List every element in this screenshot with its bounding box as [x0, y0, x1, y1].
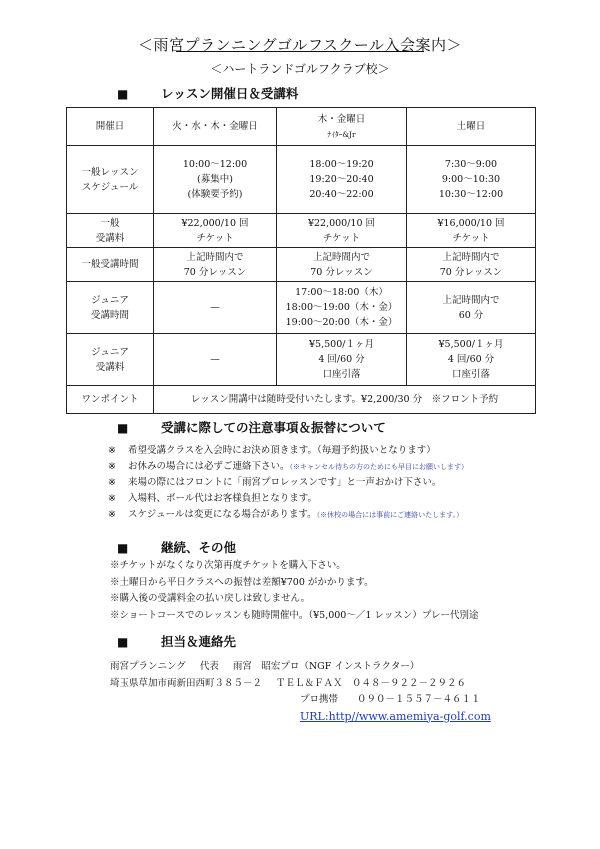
contact-role: 代表 — [199, 661, 219, 672]
list-item: ※ 来場の際にはフロントに「雨宮プロレッスンです」と一声おかけ下さい。 — [108, 477, 442, 488]
contact-address: 埼玉県草加市両新田西町３８５－２ — [110, 677, 263, 689]
row-label-schedule: 一般レッスン スケジュール — [67, 146, 154, 214]
list-item: ※購入後の受講料金の払い戻しは致しません。 — [110, 593, 311, 604]
list-item: ※土曜日から平日クラスへの振替は差額¥700 がかかります。 — [110, 576, 374, 588]
cell-time-weekday: 上記時間内で 70 分レッスン — [154, 248, 277, 282]
notes-list — [108, 443, 588, 523]
lesson-table — [66, 107, 536, 414]
section-heading-continuation: ■継続、その他 — [117, 538, 236, 556]
list-item: ※ スケジュールは変更になる場合があります。（※休校の場合には事前にご連絡いたします。） — [108, 509, 464, 520]
list-item: ※チケットがなくなり次第再度チケットを購入下さい。 — [110, 560, 346, 571]
row-label-junior-fee: ジュニア 受講料 — [67, 334, 154, 386]
row-label-onepoint: ワンポイント — [67, 386, 154, 414]
page-subtitle: ＜ハートランドゴルフクラブ校＞ — [210, 62, 390, 76]
table-row — [67, 214, 536, 248]
page-title: ＜雨宮プランニングゴルフスクール入会案内＞ — [137, 36, 462, 54]
section-heading-lessons: ■レッスン開催日＆受講料 — [117, 84, 298, 102]
header-weekday: 火・水・木・金曜日 — [154, 108, 277, 146]
row-label-junior-time: ジュニア 受講時間 — [67, 282, 154, 334]
continuation-list — [110, 558, 590, 624]
cell-junior-fee-saturday: ¥5,500/１ヶ月 4 回/60 分 口座引落 — [407, 334, 536, 386]
cell-onepoint: レッスン開講中は随時受付いたします。¥2,200/30 分 ※フロント予約 — [154, 386, 536, 414]
table-row — [67, 282, 536, 334]
cell-junior-time-night: 17:00～18:00（木） 18:00～19:00（木・金） 19:00～20:00（木・金） — [277, 282, 407, 334]
row-label-date: 開催日 — [67, 108, 154, 146]
square-bullet-icon — [117, 420, 161, 435]
list-item: ※ 希望受講クラスを入会時にお決め頂きます。（毎週予約扱いとなります） — [108, 445, 436, 456]
cell-junior-fee-night: ¥5,500/１ヶ月 4 回/60 分 口座引落 — [277, 334, 407, 386]
cell-junior-fee-weekday: — — [154, 334, 277, 386]
cell-time-night: 上記時間内で 70 分レッスン — [277, 248, 407, 282]
square-bullet-icon — [117, 540, 161, 555]
cell-fee-weekday: ¥22,000/10 回 チケット — [154, 214, 277, 248]
cell-fee-night: ¥22,000/10 回 チケット — [277, 214, 407, 248]
table-row — [67, 248, 536, 282]
cell-junior-time-weekday: — — [154, 282, 277, 334]
header-saturday: 土曜日 — [407, 108, 536, 146]
square-bullet-icon — [117, 634, 161, 649]
table-row — [67, 386, 536, 414]
list-item: ※ショートコースでのレッスンも随時開催中。（¥5,000～／1 レッスン）プレー代別途 — [110, 609, 479, 621]
square-bullet-icon — [117, 86, 161, 101]
cell-fee-saturday: ¥16,000/10 回 チケット — [407, 214, 536, 248]
website-link[interactable]: URL:http//www.amemiya-golf.com — [300, 709, 491, 723]
table-row — [67, 108, 536, 146]
contact-name: 雨宮 昭宏プロ（NGF インストラクター） — [232, 661, 420, 672]
cell-schedule-saturday: 7:30～9:00 9:00～10:30 10:30～12:00 — [407, 146, 536, 214]
row-label-fee: 一般 受講料 — [67, 214, 154, 248]
contact-tel: ＴＥＬ＆ＦＡＸ ０４８－９２２－２９２６ — [276, 677, 467, 689]
table-row — [67, 334, 536, 386]
contact-mobile: プロ携帯 ０９０－１５５７－４６１１ — [300, 694, 481, 705]
row-label-time: 一般受講時間 — [67, 248, 154, 282]
section-heading-contact: ■担当＆連絡先 — [117, 632, 236, 650]
contact-block — [110, 659, 590, 725]
cell-schedule-weekday: 10:00～12:00 (募集中) (体験要予約) — [154, 146, 277, 214]
list-item: ※ お休みの場合には必ずご連絡下さい。（※キャンセル待ちの方のためにも早目にお願いします） — [108, 461, 469, 472]
cell-schedule-night: 18:00～19:20 19:20～20:40 20:40～22:00 — [277, 146, 407, 214]
title-underline — [176, 51, 424, 52]
header-night: 木・金曜日 ﾅｲﾀｰ&Jr — [277, 108, 407, 146]
cell-junior-time-saturday: 上記時間内で 60 分 — [407, 282, 536, 334]
table-row — [67, 146, 536, 214]
contact-company: 雨宮プランニング — [110, 661, 186, 672]
section-heading-notes: ■受講に際しての注意事項＆振替について — [117, 418, 386, 436]
cell-time-saturday: 上記時間内で 70 分レッスン — [407, 248, 536, 282]
list-item: ※ 入場料、ボール代はお客様負担となります。 — [108, 493, 318, 504]
